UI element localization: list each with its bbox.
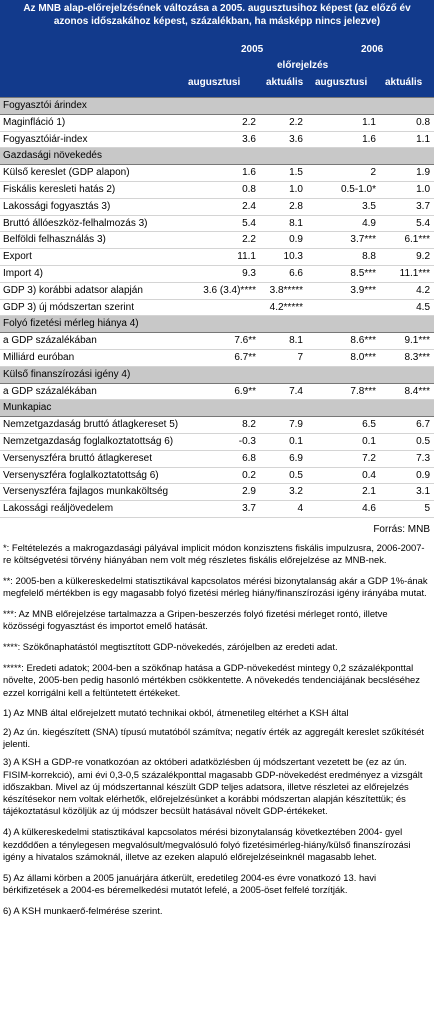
value-cell: 6.8 — [188, 450, 260, 467]
value-cell: 1.9 — [380, 165, 434, 182]
value-cell: 8.5*** — [307, 265, 380, 282]
row-label: a GDP százalékában — [0, 333, 188, 350]
table-row — [0, 198, 434, 215]
value-cell: 0.8 — [380, 114, 434, 131]
value-cell: 11.1 — [188, 249, 260, 266]
value-cell: 2.8 — [260, 198, 307, 215]
value-cell: 6.7 — [380, 417, 434, 434]
forecast-table — [0, 97, 434, 518]
table-row — [0, 333, 434, 350]
value-cell: 2.9 — [188, 484, 260, 501]
value-cell: 6.9 — [260, 450, 307, 467]
value-cell: 1.1 — [380, 131, 434, 148]
value-cell: 1.6 — [307, 131, 380, 148]
table-row — [0, 349, 434, 366]
value-cell: 2.4 — [188, 198, 260, 215]
value-cell: 2.1 — [307, 484, 380, 501]
value-cell: 5.4 — [188, 215, 260, 232]
value-cell: 8.6*** — [307, 333, 380, 350]
table-row — [0, 131, 434, 148]
value-cell: 4 — [260, 501, 307, 518]
section-title: Munkapiac — [0, 400, 434, 417]
value-cell: 5.4 — [380, 215, 434, 232]
section-header — [0, 366, 434, 383]
value-cell: 4.6 — [307, 501, 380, 518]
value-cell: 6.7** — [188, 349, 260, 366]
value-cell — [307, 299, 380, 316]
footnote: 4) A külkereskedelmi statisztikával kapcsolatos mérési bizonytalanság következtében 2004- gyel kezdődően a ténylegesen megvalósult/megvalósuló folyó fizetésimérleg-hiány/külső finanszírozási igény a hivatalos számoknál, illetve az ezeken alapuló előrejelzéseinknél magasabb lehet. — [3, 826, 411, 862]
value-cell: 7.6** — [188, 333, 260, 350]
header-current-2005: aktuális — [266, 77, 304, 88]
row-label: Versenyszféra fajlagos munkaköltség — [0, 484, 188, 501]
table-title: Az MNB alap-előrejelzésének változása a 2005. augusztusihoz képest (az előző év azonos időszakához képest, százalékban, ha másképp nincs jelezve) — [0, 0, 434, 43]
value-cell: 0.2 — [188, 467, 260, 484]
table-row — [0, 383, 434, 400]
table-row — [0, 165, 434, 182]
value-cell: 2.2 — [188, 232, 260, 249]
value-cell: 3.6 (3.4)**** — [188, 282, 260, 299]
value-cell: 7.9 — [260, 417, 307, 434]
value-cell: 4.2 — [380, 282, 434, 299]
footnote: **: 2005-ben a külkereskedelmi statisztikával kapcsolatos mérési bizonytalanság akár a GDP 1%-ának megfelelő mértékben is egy magasabb folyó fizetési mérleg hiány/finanszírozási igény irányába mutat. — [3, 575, 428, 599]
value-cell: 6.9** — [188, 383, 260, 400]
value-cell: 7.4 — [260, 383, 307, 400]
value-cell: 0.5 — [380, 433, 434, 450]
value-cell: 4.5 — [380, 299, 434, 316]
value-cell: 8.4*** — [380, 383, 434, 400]
table-row — [0, 265, 434, 282]
footnote: 1) Az MNB által előrejelzett mutató technikai okból, átmenetileg eltérhet a KSH által — [3, 707, 349, 719]
table-row — [0, 249, 434, 266]
value-cell: 8.1 — [260, 333, 307, 350]
value-cell: 7.3 — [380, 450, 434, 467]
value-cell: 0.9 — [380, 467, 434, 484]
value-cell: 0.5 — [260, 467, 307, 484]
value-cell: 6.5 — [307, 417, 380, 434]
footnote: 3) A KSH a GDP-re vonatkozóan az októberi adatközlésben új módszertant vezetett be (ez az ún. FISIM-korrekció), ami évi 0,3-0,5 százalékponttal magasabb GDP-növekedést eredményez a vizsgált időszakban. Mivel az új módszertannal készült GDP teljes adatsora, illetve részletei az előrejelzés készítésekor nem voltak elérhetők, előrejelzésünket a korábbi módszertan alapján készítettük; és tájékoztatásul közöljük az új módszer becsült hatásával növelt GDP-értékeket. — [3, 756, 423, 817]
section-title: Folyó fizetési mérleg hiánya 4) — [0, 316, 434, 333]
value-cell: 3.8***** — [260, 282, 307, 299]
footnote: ****: Szökőnaphatástól megtisztított GDP-növekedés, zárójelben az eredeti adat. — [3, 641, 338, 653]
value-cell: 2.2 — [260, 114, 307, 131]
table-row — [0, 282, 434, 299]
row-label: Külső kereslet (GDP alapon) — [0, 165, 188, 182]
value-cell: 3.9*** — [307, 282, 380, 299]
value-cell: 6.6 — [260, 265, 307, 282]
value-cell: 5 — [380, 501, 434, 518]
value-cell: 1.5 — [260, 165, 307, 182]
footnote: *****: Eredeti adatok; 2004-ben a szökőnap hatása a GDP-növekedést mintegy 0,2 százalékponttal növelte, 2005-ben pedig hasonló mértékben csökkentette. A növekedés tendenciájának becsléséhez ezzel korrigálni kell a feltüntetett értékeket. — [3, 662, 420, 698]
value-cell: 3.6 — [188, 131, 260, 148]
value-cell: 0.4 — [307, 467, 380, 484]
section-title: Külső finanszírozási igény 4) — [0, 366, 434, 383]
value-cell: 3.5 — [307, 198, 380, 215]
value-cell: 9.3 — [188, 265, 260, 282]
footnote: *: Feltételezés a makrogazdasági pályával implicit módon konzisztens fiskális impulzusra, 2006-2007-re költségvetési törvény hiányában nem volt még részletes fiskális előrejelzése az MNB-nek. — [3, 541, 425, 566]
row-label: Lakossági reáljövedelem — [0, 501, 188, 518]
row-label: Nemzetgazdaság foglalkoztatottság 6) — [0, 433, 188, 450]
value-cell: 4.2***** — [260, 299, 307, 316]
row-label: Import 4) — [0, 265, 188, 282]
footnote: ***: Az MNB előrejelzése tartalmazza a Gripen-beszerzés folyó fizetési mérleget rontó, illetve közösségi fogyasztást és importot emelő hatását. — [3, 608, 388, 632]
header-aug-2006: augusztusi — [315, 77, 368, 88]
value-cell: 0.1 — [307, 433, 380, 450]
row-label: GDP 3) korábbi adatsor alapján — [0, 282, 188, 299]
row-label: Bruttó állóeszköz-felhalmozás 3) — [0, 215, 188, 232]
value-cell: 6.1*** — [380, 232, 434, 249]
row-label: Versenyszféra foglalkoztatottság 6) — [0, 467, 188, 484]
table-row — [0, 433, 434, 450]
value-cell: 4.9 — [307, 215, 380, 232]
value-cell: 3.6 — [260, 131, 307, 148]
table-row — [0, 181, 434, 198]
footnote: 6) A KSH munkaerő-felmérése szerint. — [3, 904, 163, 916]
value-cell: 8.3*** — [380, 349, 434, 366]
value-cell: 10.3 — [260, 249, 307, 266]
section-header — [0, 148, 434, 165]
footnote: 2) Az ún. kiegészített (SNA) típusú mutatóból számítva; negatív érték az aggregált kereslet szűkítését jelenti. — [3, 725, 425, 749]
row-label: Nemzetgazdaság bruttó átlagkereset 5) — [0, 417, 188, 434]
section-header — [0, 98, 434, 115]
value-cell — [188, 299, 260, 316]
row-label: Fiskális keresleti hatás 2) — [0, 181, 188, 198]
header-aug-2005: augusztusi — [188, 77, 241, 88]
row-label: Belföldi felhasználás 3) — [0, 232, 188, 249]
section-header — [0, 400, 434, 417]
section-title: Fogyasztói árindex — [0, 98, 434, 115]
table-row — [0, 232, 434, 249]
source-note: Forrás: MNB — [373, 523, 430, 535]
header-forecast: előrejelzés — [277, 60, 329, 71]
table-row — [0, 450, 434, 467]
value-cell: 1.1 — [307, 114, 380, 131]
row-label: GDP 3) új módszertan szerint — [0, 299, 188, 316]
value-cell: 8.2 — [188, 417, 260, 434]
value-cell: 1.0 — [380, 181, 434, 198]
section-header — [0, 316, 434, 333]
value-cell: 1.6 — [188, 165, 260, 182]
value-cell: 2 — [307, 165, 380, 182]
value-cell: 7.8*** — [307, 383, 380, 400]
row-label: Milliárd euróban — [0, 349, 188, 366]
value-cell: 9.1*** — [380, 333, 434, 350]
value-cell: 8.1 — [260, 215, 307, 232]
header-current-2006: aktuális — [385, 77, 423, 88]
value-cell: 3.7*** — [307, 232, 380, 249]
value-cell: 8.8 — [307, 249, 380, 266]
value-cell: 1.0 — [260, 181, 307, 198]
table-row — [0, 467, 434, 484]
row-label: a GDP százalékában — [0, 383, 188, 400]
value-cell: 0.1 — [260, 433, 307, 450]
row-label: Export — [0, 249, 188, 266]
value-cell: 9.2 — [380, 249, 434, 266]
value-cell: 0.5-1.0* — [307, 181, 380, 198]
table-row — [0, 215, 434, 232]
column-header — [0, 43, 434, 97]
footnotes — [0, 542, 434, 917]
section-title: Gazdasági növekedés — [0, 148, 434, 165]
row-label: Lakossági fogyasztás 3) — [0, 198, 188, 215]
header-year-2005: 2005 — [241, 44, 264, 55]
table-row — [0, 299, 434, 316]
value-cell: 3.2 — [260, 484, 307, 501]
value-cell: -0.3 — [188, 433, 260, 450]
row-label: Versenyszféra bruttó átlagkereset — [0, 450, 188, 467]
value-cell: 0.9 — [260, 232, 307, 249]
row-label: Fogyasztóiár-index — [0, 131, 188, 148]
table-row — [0, 114, 434, 131]
row-label: Maginfláció 1) — [0, 114, 188, 131]
header-year-2006: 2006 — [361, 44, 384, 55]
value-cell: 8.0*** — [307, 349, 380, 366]
footnote: 5) Az állami körben a 2005 januárjára átkerült, eredetileg 2004-es évre vonatkozó 13. havi bérkifizetések a 2004-es béremelkedési mutatót lefelé, a 2005-öset felfelé torzítják. — [3, 871, 377, 895]
value-cell: 7.2 — [307, 450, 380, 467]
value-cell: 0.8 — [188, 181, 260, 198]
table-row — [0, 501, 434, 518]
value-cell: 3.7 — [188, 501, 260, 518]
table-row — [0, 484, 434, 501]
value-cell: 7 — [260, 349, 307, 366]
value-cell: 3.1 — [380, 484, 434, 501]
value-cell: 11.1*** — [380, 265, 434, 282]
value-cell: 3.7 — [380, 198, 434, 215]
table-row — [0, 417, 434, 434]
value-cell: 2.2 — [188, 114, 260, 131]
